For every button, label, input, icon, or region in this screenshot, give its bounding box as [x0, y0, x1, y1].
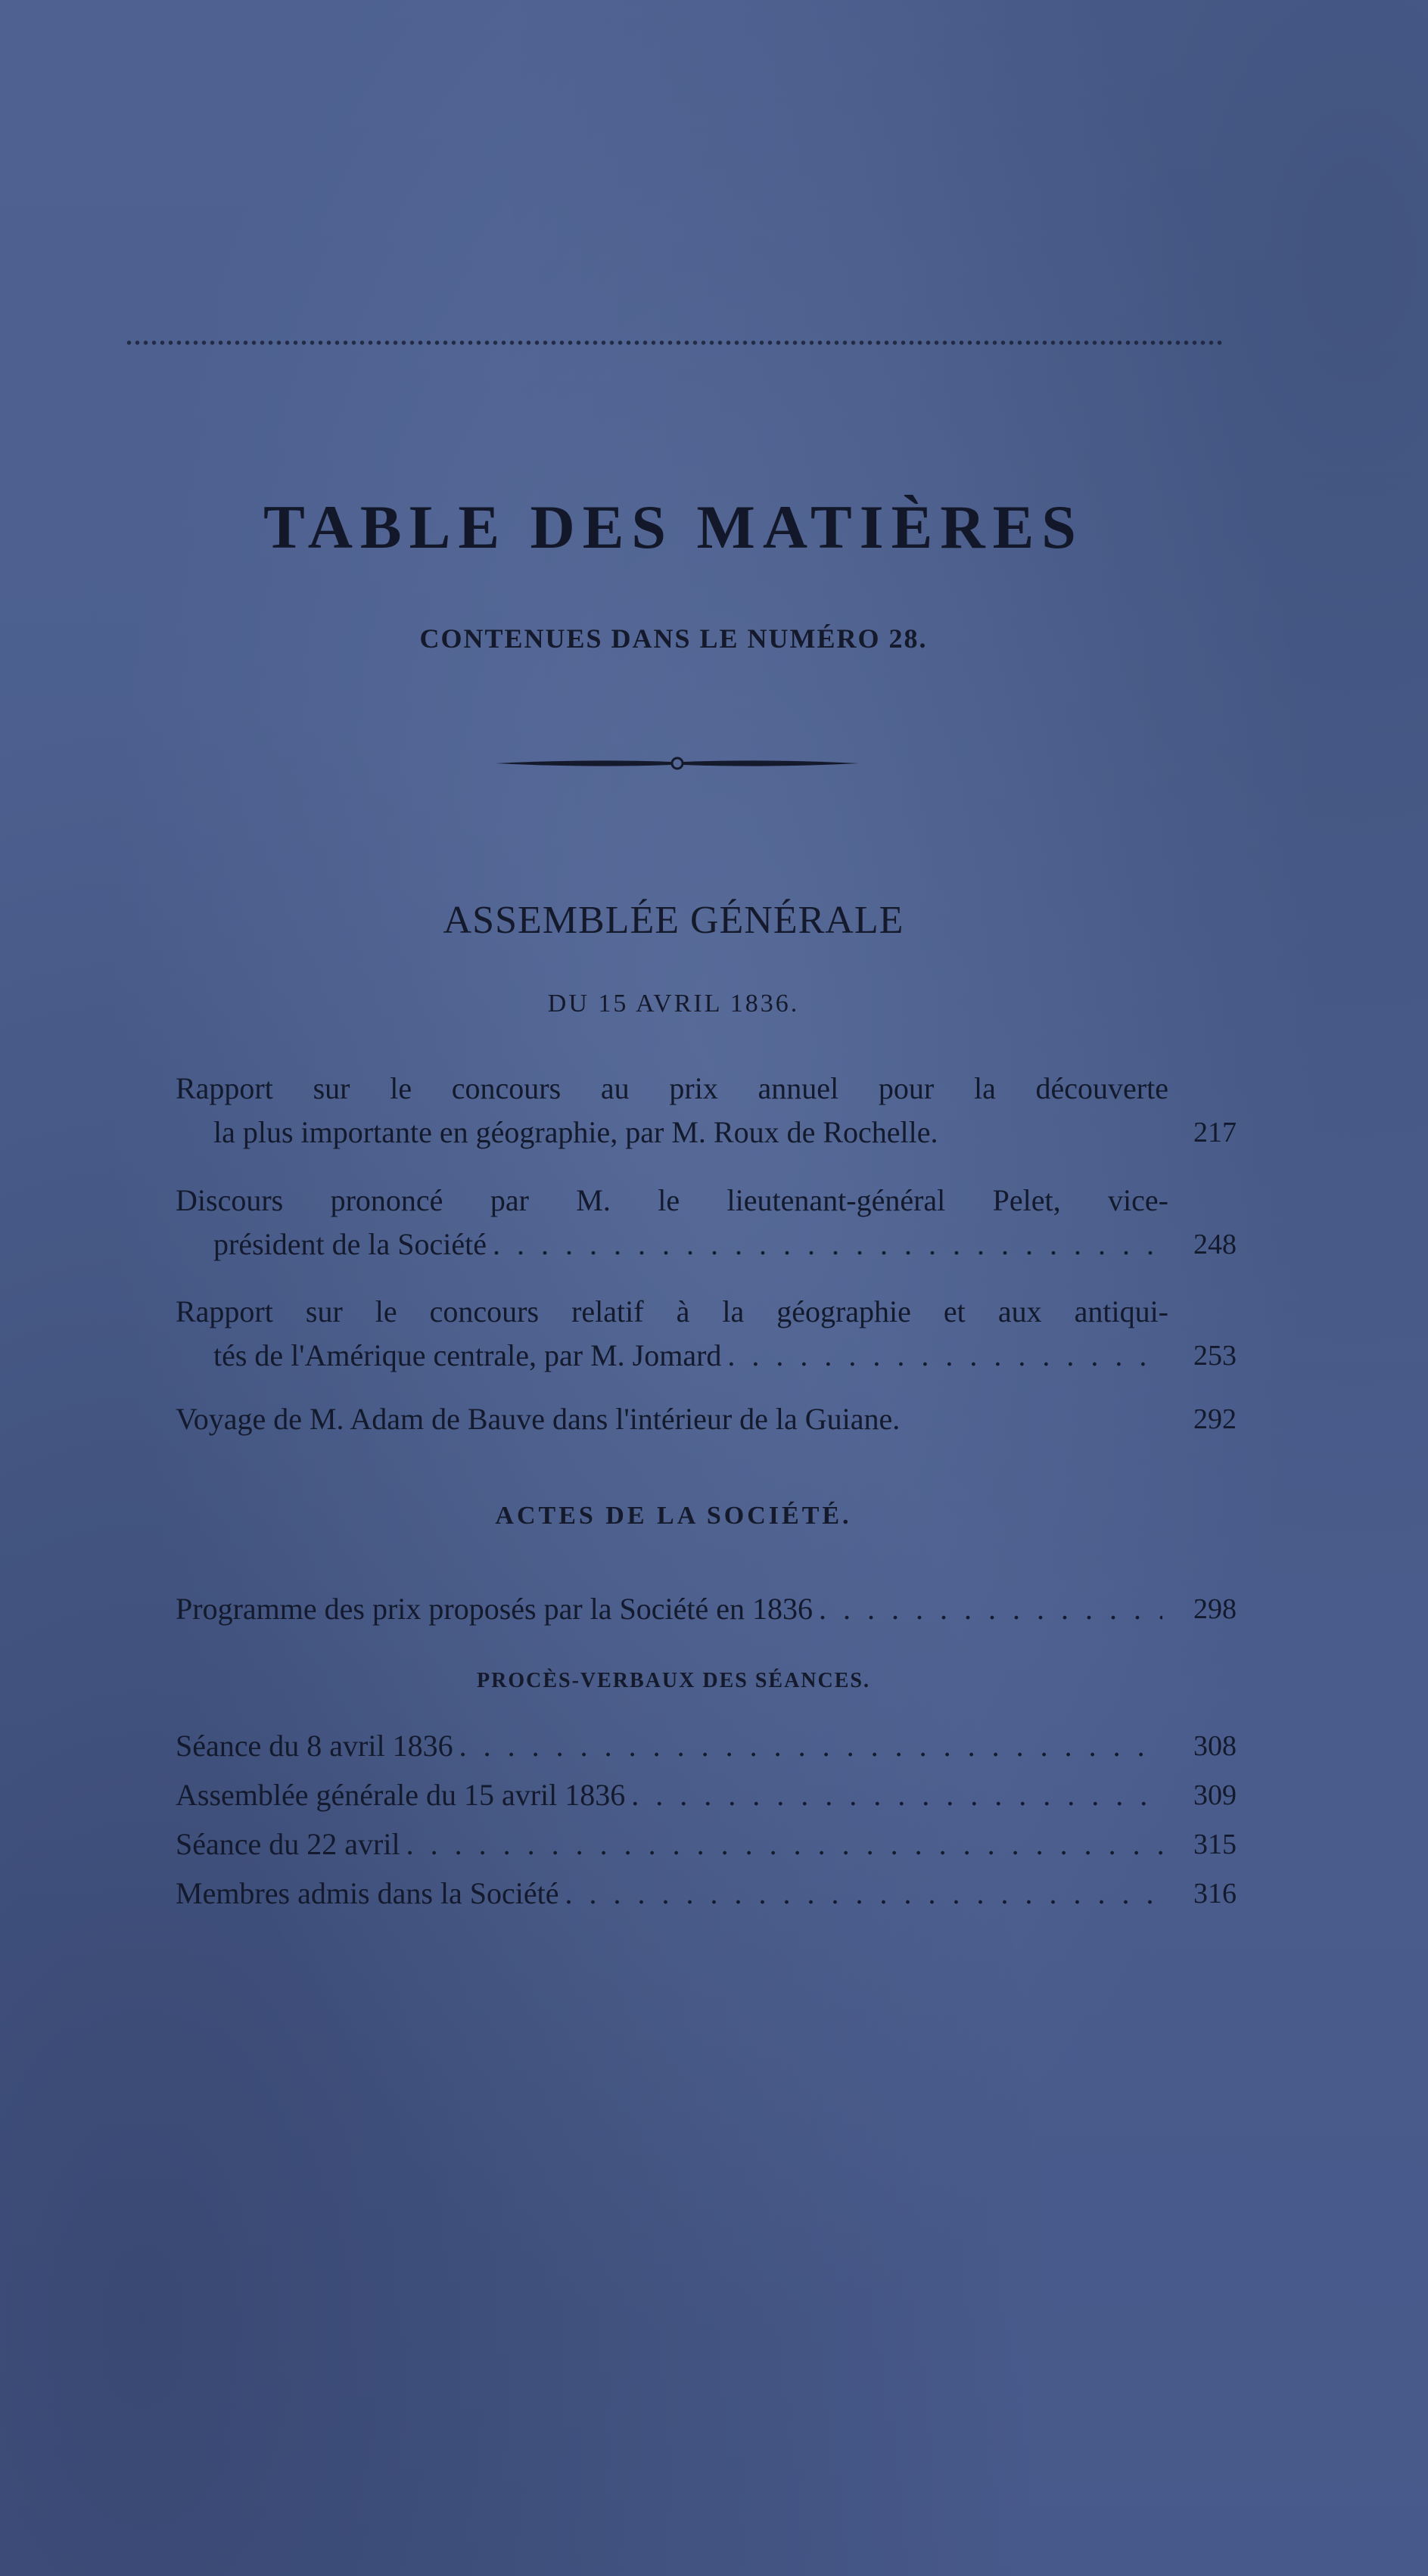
page-number: 217 — [1193, 1117, 1237, 1148]
toc-entry-line — [176, 1773, 1168, 1817]
toc-entry-line — [176, 1397, 1168, 1441]
toc-entry — [176, 1822, 1237, 1866]
toc-entry-line — [176, 1724, 1168, 1768]
section-date: DU 15 AVRIL 1836. — [547, 990, 800, 1018]
toc-entry-text: Programme des prix proposés par la Société en 1836 — [176, 1592, 814, 1626]
toc-entry-text: tés de l'Amérique centrale, par M. Jomard — [213, 1338, 722, 1372]
toc-entry-text: président de la Société — [213, 1227, 487, 1261]
toc-entry-line — [176, 1822, 1168, 1866]
section-heading-proces: PROCÈS-VERBAUX DES SÉANCES. — [477, 1669, 870, 1692]
toc-entry-line — [176, 1111, 1168, 1154]
toc-entry — [176, 1067, 1237, 1154]
toc-entry — [176, 1290, 1237, 1378]
toc-entry-text: Voyage de M. Adam de Bauve dans l'intérieur de la Guiane. — [176, 1402, 901, 1436]
toc-entry — [176, 1397, 1237, 1441]
dot-leader — [406, 1822, 1162, 1866]
toc-entry — [176, 1872, 1237, 1916]
page-number: 309 — [1193, 1779, 1237, 1811]
toc-entry — [176, 1587, 1237, 1631]
toc-entry-text: Assemblée générale du 15 avril 1836 — [176, 1778, 626, 1812]
dot-leader — [631, 1773, 1162, 1817]
section-heading-assemblee: ASSEMBLÉE GÉNÉRALE — [443, 899, 904, 942]
toc-entry-line — [176, 1334, 1168, 1378]
page-number: 292 — [1193, 1403, 1237, 1435]
toc-entry — [176, 1773, 1237, 1817]
section-heading-actes: ACTES DE LA SOCIÉTÉ. — [495, 1502, 852, 1530]
toc-entry-line — [176, 1223, 1168, 1266]
page-number: 248 — [1193, 1229, 1237, 1260]
page-number: 298 — [1193, 1593, 1237, 1625]
top-dotted-rule — [125, 337, 1222, 348]
ornament-divider — [496, 752, 859, 775]
page-number: 308 — [1193, 1730, 1237, 1762]
toc-entry — [176, 1724, 1237, 1768]
toc-entry-line — [176, 1587, 1168, 1631]
dot-leader — [493, 1223, 1162, 1266]
toc-entry-text: la plus importante en géographie, par M. Roux de Rochelle. — [213, 1115, 938, 1149]
toc-entry-text: Séance du 22 avril — [176, 1827, 400, 1861]
toc-entry — [176, 1179, 1237, 1266]
dot-leader — [459, 1724, 1162, 1768]
toc-entry-line: Rapport sur le concours au prix annuel pour la découverte — [176, 1071, 1168, 1105]
toc-entry-line: Discours prononcé par M. le lieutenant-général Pelet, vice- — [176, 1183, 1168, 1217]
page-title: TABLE DES MATIÈRES — [263, 493, 1084, 561]
toc-entry-text: Séance du 8 avril 1836 — [176, 1729, 453, 1763]
page-subtitle: CONTENUES DANS LE NUMÉRO 28. — [419, 623, 928, 654]
page-number: 315 — [1193, 1829, 1237, 1860]
dot-leader — [727, 1334, 1162, 1378]
dot-leader — [819, 1587, 1162, 1631]
dot-leader — [565, 1872, 1162, 1916]
toc-entry-text: Membres admis dans la Société — [176, 1876, 559, 1910]
page-number: 253 — [1193, 1340, 1237, 1372]
toc-entry-line — [176, 1872, 1168, 1916]
page-number: 316 — [1193, 1878, 1237, 1909]
toc-entry-line: Rapport sur le concours relatif à la géographie et aux antiqui- — [176, 1294, 1168, 1328]
